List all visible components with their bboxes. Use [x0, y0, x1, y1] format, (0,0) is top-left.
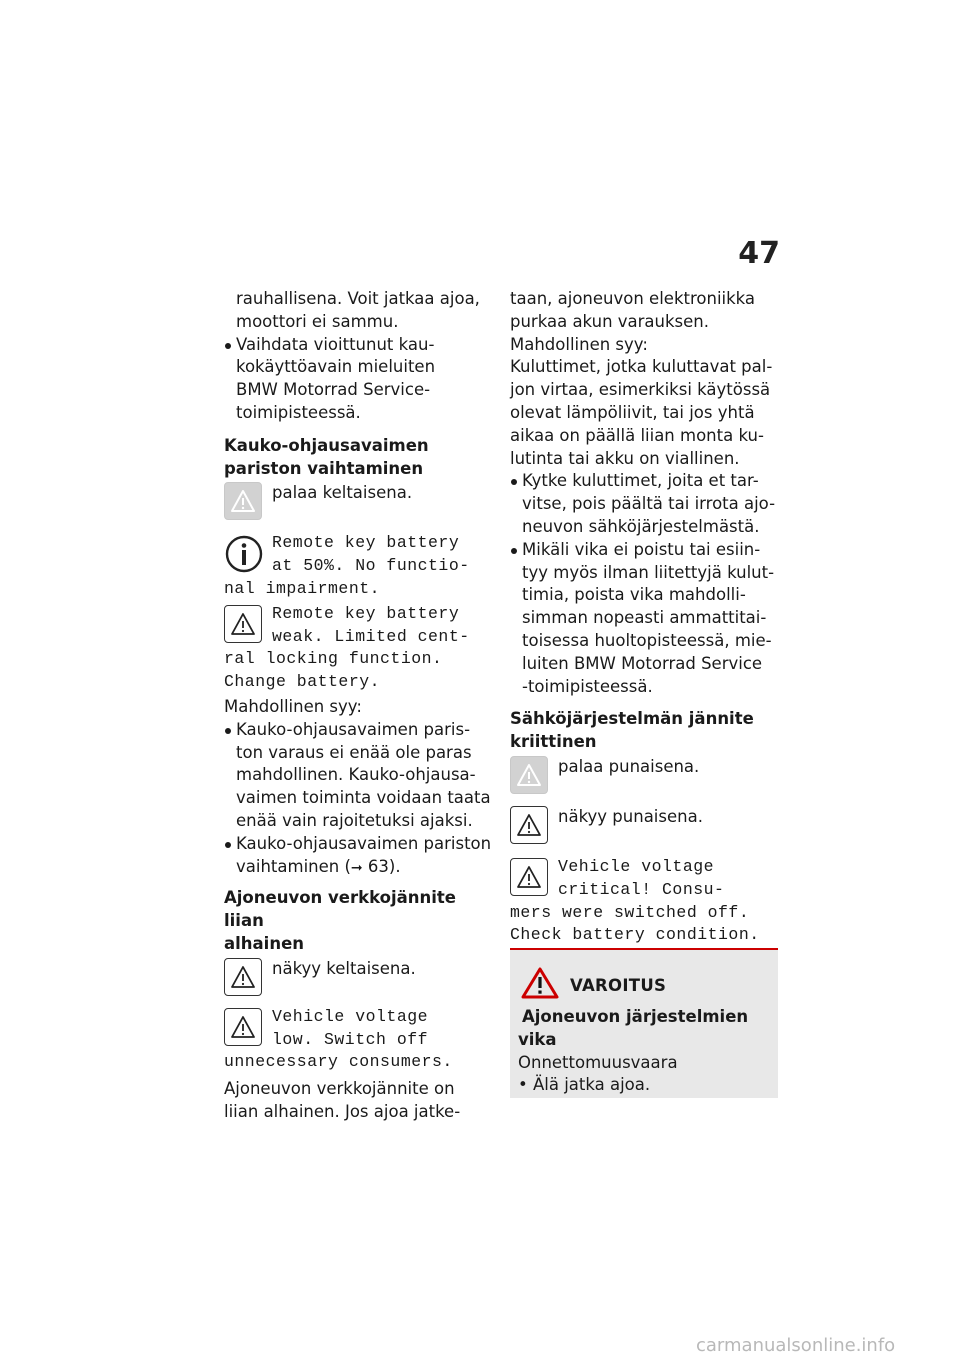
text-line: moottori ei sammu.	[236, 311, 399, 331]
page-number: 47	[738, 236, 780, 271]
indicator-row	[224, 482, 496, 520]
warning-triangle-icon	[224, 958, 262, 996]
indicator-text: näkyy keltaisena.	[272, 958, 416, 978]
display-message: Remote key battery at 50%. No functio- nal impairment.	[224, 533, 470, 598]
text-line: taan, ajoneuvon elektroniikka	[510, 289, 756, 308]
watermark: carmanualsonline.info	[696, 1335, 896, 1356]
warning-header	[520, 966, 666, 1004]
display-message: Vehicle voltage critical! Consu- mers were switched off. Check battery condition.	[510, 856, 760, 945]
warning-heading: Ajoneuvon järjestelmien vika	[518, 1007, 749, 1049]
indicator-row	[224, 958, 496, 996]
warning-triangle-icon	[510, 806, 548, 844]
list-item: Kytke kuluttimet, joita et tar- vitse, pois päältä tai irrota ajo- neuvon sähköjärjestelmästä.	[510, 470, 782, 538]
cause-label: Mahdollinen syy:	[224, 696, 362, 716]
section-heading: Ajoneuvon verkkojännite liian alhainen	[224, 888, 456, 953]
warning-text: Onnettomuusvaara	[518, 1052, 678, 1072]
list-item: Kauko-ohjausavaimen pariston vaihtaminen (➞ 63).	[224, 833, 496, 880]
indicator-text: palaa keltaisena.	[272, 483, 413, 503]
indicator-text: näkyy punaisena.	[558, 806, 703, 826]
section-heading: Sähköjärjestelmän jännite kriittinen	[510, 709, 754, 752]
warning-box	[510, 948, 778, 1098]
warning-triangle-icon	[224, 482, 262, 520]
text-line: purkaa akun varauksen.	[510, 311, 709, 331]
section-heading: Kauko-ohjausavaimen pariston vaihtaminen	[224, 435, 429, 478]
paragraph: Kuluttimet, jotka kuluttavat pal- jon virtaa, esimerkiksi käytössä olevat lämpöliivit, tai jos yhtä aikaa on päällä liian monta ku- lutinta tai akku on viallinen.	[510, 357, 773, 468]
indicator-row	[510, 756, 782, 794]
display-message: Remote key battery weak. Limited cent- ral locking function. Change battery.	[224, 603, 470, 692]
list-item: Vaihdata vioittunut kau- kokäyttöavain mieluiten BMW Motorrad Service- toimipisteessä.	[224, 334, 496, 425]
warning-triangle-icon	[224, 605, 262, 643]
page-reference-link[interactable]: 63	[367, 856, 389, 876]
paragraph: Ajoneuvon verkkojännite on liian alhainen. Jos ajoa jatke-	[224, 1079, 461, 1121]
indicator-row	[510, 806, 782, 844]
warning-exclamation-icon	[520, 966, 560, 1004]
indicator-text: palaa punaisena.	[558, 756, 700, 776]
text-line: rauhallisena. Voit jatkaa ajoa,	[236, 289, 480, 308]
warning-triangle-icon	[510, 756, 548, 794]
arrow-reference-icon: ➞	[350, 859, 363, 876]
warning-title: VAROITUS	[570, 975, 667, 995]
display-message: Vehicle voltage low. Switch off unnecessary consumers.	[224, 1006, 453, 1072]
list-item: Kauko-ohjausavaimen paris- ton varaus ei enää ole paras mahdollinen. Kauko-ohjausa- vaimen toiminta voidaan taata enää vain rajoitetuksi ajaksi.	[224, 719, 496, 833]
info-icon	[224, 534, 264, 574]
cause-label: Mahdollinen syy:	[510, 334, 648, 354]
list-item: Mikäli vika ei poistu tai esiin- tyy myös ilman liitettyjä kulut- timia, poista vika mahdolli- simman nopeasti ammattitai- toisessa huoltopisteessä, mie- luiten BMW Motorrad Service -toimipisteessä.	[510, 539, 782, 699]
left-column	[224, 288, 496, 1124]
right-column	[510, 288, 782, 947]
warning-body	[518, 1006, 773, 1097]
warning-triangle-icon	[224, 1008, 262, 1046]
warning-triangle-icon	[510, 858, 548, 896]
warning-bullet: • Älä jatka ajoa.	[518, 1075, 651, 1095]
